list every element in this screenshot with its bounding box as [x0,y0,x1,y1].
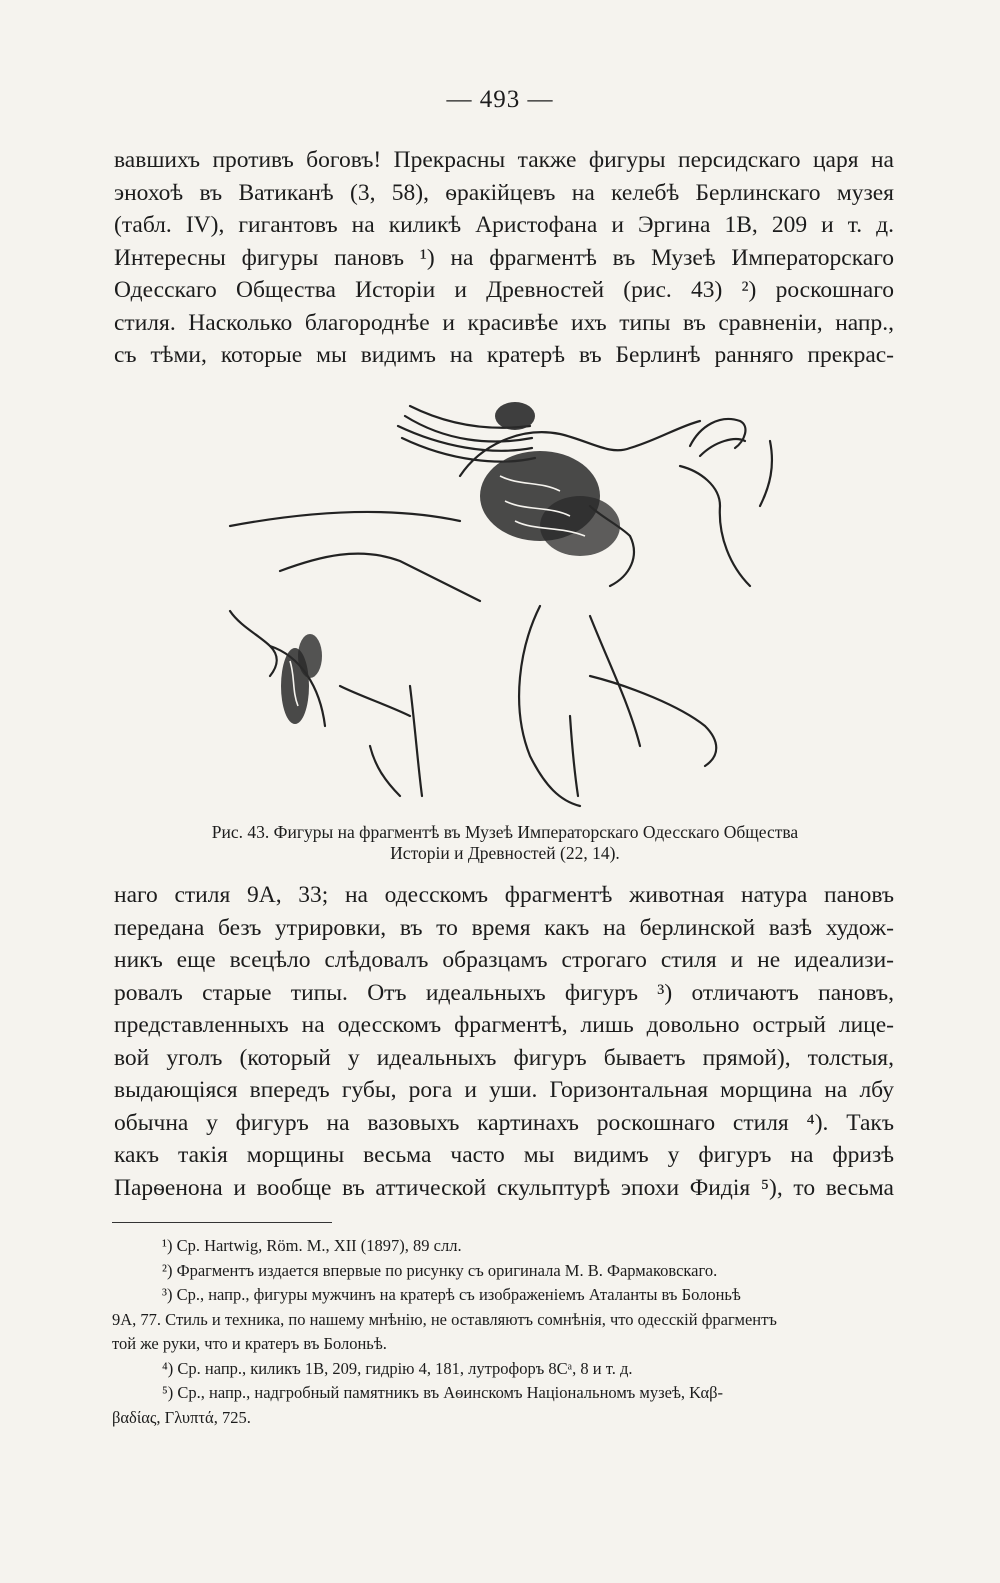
text-line: никъ еще всецѣло слѣдовалъ образцамъ строгаго стиля и не идеализи- [114,947,894,973]
footnote-3 [112,1283,896,1357]
footnote-line: той же руки, что и кратеръ въ Болоньѣ. [112,1334,387,1353]
text-line: энохоѣ въ Ватиканѣ (3, 58), ѳракійцевъ на келебѣ Берлинскаго музея [114,179,894,206]
text-line: съ тѣми, которые мы видимъ на кратерѣ въ Берлинѣ ранняго прекрас- [114,342,894,368]
text-line: какъ такія морщины весьма часто мы видимъ у фигуръ на фризѣ [114,1142,894,1168]
footnote-divider [112,1222,332,1223]
caption-line: Исторіи и Древностей (22, 14). [390,843,620,863]
footnote-line: 9А, 77. Стиль и техника, по нашему мнѣнію, не оставляютъ сомнѣнія, что одесскій фрагментъ [112,1309,777,1329]
text-line: обычна у фигуръ на вазовыхъ картинахъ роскошнаго стиля ⁴). Такъ [114,1109,894,1136]
text-line: вой уголъ (который у идеальныхъ фигуръ бываетъ прямой), толстыя, [114,1044,894,1071]
figure-illustration [160,386,820,816]
caption-line: Рис. 43. Фигуры на фрагментѣ въ Музеѣ Императорскаго Одесскаго Общества [211,822,799,842]
top-paragraph [114,144,894,372]
footnote-line: βαδίας, Γλυπτά, 725. [112,1407,251,1427]
footnotes [112,1234,896,1430]
footnote-1 [112,1234,896,1259]
footnote-line: ³) Ср., напр., фигуры мужчинъ на кратерѣ съ изображеніемъ Аталанты въ Болоньѣ [162,1285,741,1304]
text-line: наго стиля 9А, 33; на одесскомъ фрагментѣ животная натура пановъ [114,882,894,908]
text-line: передана безъ утрировки, въ то время какъ на берлинской вазѣ худож- [114,914,894,941]
bottom-paragraph [114,879,894,1204]
pan-figures-drawing [160,386,820,816]
footnote-2 [112,1259,896,1284]
footnote-4 [112,1357,896,1382]
text-line: вавшихъ противъ боговъ! Прекрасны также фигуры персидскаго царя на [114,147,894,173]
text-line: Одесскаго Общества Исторіи и Древностей (рис. 43) ²) роскошнаго [114,277,894,303]
footnote-line: ⁴) Ср. напр., киликъ 1В, 209, гидрію 4, 181, лутрофоръ 8Сᵃ, 8 и т. д. [162,1358,633,1378]
page-number: — 493 — [446,86,554,113]
footnote-5 [112,1381,896,1430]
footnote-line: ¹) Ср. Hartwig, Röm. M., XII (1897), 89 слл. [162,1236,462,1255]
figure-caption [110,822,900,864]
text-line: Парѳенона и вообще въ аттической скульптурѣ эпохи Фидія ⁵), то весьма [114,1174,894,1201]
text-line: стиля. Насколько благороднѣе и красивѣе ихъ типы въ сравненіи, напр., [114,309,894,336]
text-line: представленныхъ на одесскомъ фрагментѣ, лишь довольно острый лице- [114,1012,894,1038]
text-line: (табл. IV), гигантовъ на киликѣ Аристофана и Эргина 1В, 209 и т. д. [114,212,894,238]
text-line: ровалъ старые типы. Отъ идеальныхъ фигуръ ³) отличаютъ пановъ, [114,979,894,1006]
footnote-line: ⁵) Ср., напр., надгробный памятникъ въ Аѳинскомъ Національномъ музеѣ, Καβ- [162,1383,724,1402]
text-line: выдающіяся впередъ губы, рога и уши. Горизонтальная морщина на лбу [114,1077,894,1103]
text-line: Интересны фигуры пановъ ¹) на фрагментѣ въ Музеѣ Императорскаго [114,244,894,271]
footnote-line: ²) Фрагментъ издается впервые по рисунку съ оригинала М. В. Фармаковскаго. [162,1260,718,1280]
